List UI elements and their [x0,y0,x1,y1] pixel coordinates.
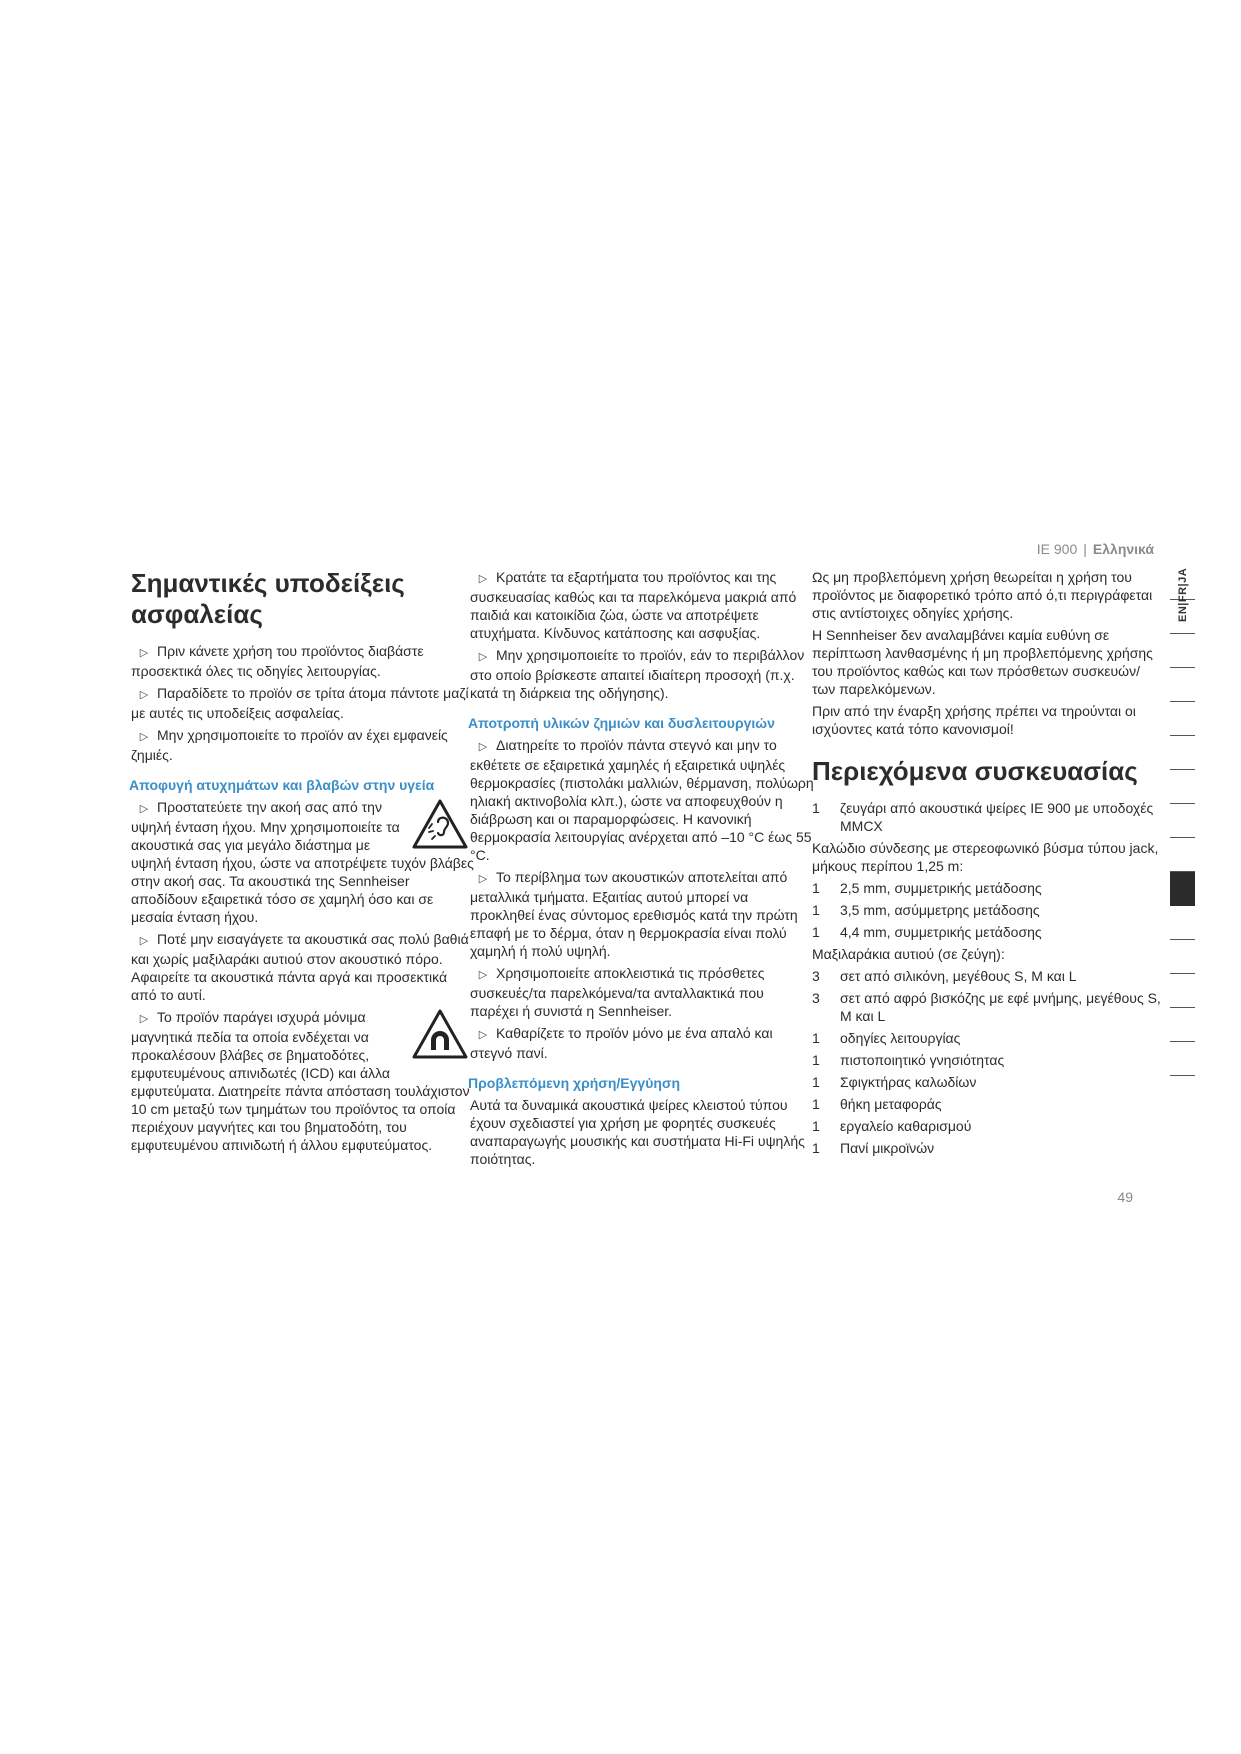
contents-item: 1 εργαλείο καθαρισμού [812,1118,972,1134]
safety-bullet: ▷ Κρατάτε τα εξαρτήματα του προϊόντος και της συσκευασίας καθώς και τα παρελκόμενα μακριά από παιδιά και κατοικίδια ζώα, ώστε να αποτρέψετε ατυχήματα. Κίνδυνος κατάποσης και ασφυξίας. [470,569,797,641]
intended-use-text: Αυτά τα δυναμικά ακουστικά ψείρες κλειστού τύπου έχουν σχεδιαστεί για χρήση με φορητές συσκευές αναπαραγωγής μουσικής και συστήματα Hi-Fi υψηλής ποιότητας. [470,1097,805,1167]
damage-bullet: ▷ Διατηρείτε το προϊόν πάντα στεγνό και μην το εκθέτετε σε εξαιρετικά χαμηλές ή εξαιρετικά υψηλές θερμοκρασίες (πιστολάκι μαλλιών, θέρμανση, πολύωρη ηλιακή ακτινοβολία κλπ.), ώστε να αποφευχθούν η διάβρωση και οι παραμορφώσεις. Η κανονική θερμοκρασία λειτουργίας ανέρχεται από –10 °C έως 55 °C. [470,737,814,863]
triangle-bullet-icon: ▷ [139,803,149,815]
contents-item: 1 3,5 mm, ασύμμετρης μετάδοσης [812,902,1040,918]
side-tab[interactable] [1170,770,1195,804]
side-tab[interactable] [1170,940,1195,974]
damage-bullet: ▷ Καθαρίζετε το προϊόν μόνο με ένα απαλό και στεγνό πανί. [470,1025,773,1061]
triangle-bullet-icon: ▷ [139,689,149,701]
section-heading-accidents: Αποφυγή ατυχημάτων και βλαβών στην υγεία [129,777,435,793]
contents-item: 3 σετ από σιλικόνη, μεγέθους S, M και L [812,968,1077,984]
hearing-warning-icon [411,798,469,850]
side-tab[interactable] [1170,668,1195,702]
damage-bullet: ▷ Το περίβλημα των ακουστικών αποτελείται από μεταλλικά τμήματα. Εξαιτίας αυτού μπορεί να προκληθεί ένας σύντομος ερεθισμός κατά την πρώτη επαφή με το δέρμα, όταν η θερμοκρασία είναι πολύ χαμηλή ή πολύ υψηλή. [470,869,798,959]
side-tab[interactable] [1170,974,1195,1008]
contents-item: 1 Πανί μικροϊνών [812,1140,935,1156]
damage-bullet: ▷ Χρησιμοποιείτε αποκλειστικά τις πρόσθετες συσκευές/τα παρελκόμενα/τα ανταλλακτικά που παρέχει ή συνιστά η Sennheiser. [470,965,765,1019]
triangle-bullet-icon: ▷ [478,873,488,885]
side-tab-active[interactable] [1170,872,1195,906]
triangle-bullet-icon: ▷ [478,651,488,663]
header-language: Ελληνικά [1092,541,1154,557]
hearing-warning: ▷ Προστατεύετε την ακοή σας από την υψηλή ένταση ήχου. Μην χρησιμοποιείτε τα ακουστικά σας για μεγάλο διάστημα με υψηλή ένταση ήχου, ώστε να αποτρέψετε τυχόν βλάβες στην ακοή σας. Τα ακουστικά της Sennheiser αποδίδουν εξαιρετικά τόσο σε χαμηλή όσο και σε μεσαία ένταση ήχου. [131,799,474,925]
magnet-warning-icon [411,1008,469,1060]
safety-bullet: ▷ Μην χρησιμοποιείτε το προϊόν, εάν το περιβάλλον στο οποίο βρίσκεστε απαιτεί ιδιαίτερη προσοχή (π.χ. κατά τη διάρκεια της οδήγησης). [470,647,805,701]
safety-bullet: ▷ Πριν κάνετε χρήση του προϊόντος διαβάστε προσεκτικά όλες τις οδηγίες λειτουργίας. [131,643,424,679]
side-tab[interactable] [1170,736,1195,770]
magnet-warning: ▷ Το προϊόν παράγει ισχυρά μόνιμα μαγνητικά πεδία τα οποία ενδέχεται να προκαλέσουν βλάβες σε βηματοδότες, εμφυτευμένους απινιδωτές (ICD) και άλλα εμφυτεύματα. Διατηρείτε πάντα απόσταση τουλάχιστον 10 cm μεταξύ των τμημάτων του προϊόντος τα οποία περιέχουν μαγνήτες και του βηματοδότη, του εμφυτευμένου απινιδωτή ή άλλου εμφυτεύματος. [131,1009,470,1153]
contents-item: 1 ζευγάρι από ακουστικά ψείρες IE 900 με υποδοχές MMCX [812,800,1154,834]
side-tab[interactable] [1170,566,1195,622]
contents-item: 1 πιστοποιητικό γνησιότητας [812,1052,1005,1068]
misuse-paragraph: Ως μη προβλεπόμενη χρήση θεωρείται η χρήση του προϊόντος με διαφορετικό τρόπο από ό,τι περιγράφεται στις αντίστοιχες οδηγίες χρήσης. [812,569,1153,621]
column-damage [470,568,815,1172]
contents-item: 1 2,5 mm, συμμετρικής μετάδοσης [812,880,1042,896]
triangle-bullet-icon: ▷ [139,731,149,743]
side-tab[interactable] [1170,702,1195,736]
page-title: Σημαντικές υποδείξεις ασφαλείας [131,568,405,629]
running-header [1037,541,1154,557]
contents-item: 1 Σφιγκτήρας καλωδίων [812,1074,977,1090]
page-number: 49 [1117,1189,1133,1205]
side-tab[interactable] [1170,1008,1195,1042]
contents-item: 3 σετ από αφρό βισκόζης με εφέ μνήμης, μεγέθους S, M και L [812,990,1161,1024]
insert-warning: ▷ Ποτέ μην εισαγάγετε τα ακουστικά σας πολύ βαθιά και χωρίς μαξιλαράκι αυτιού στον ακουστικό πόρο. Αφαιρείτε τα ακουστικά πάντα αργά και προσεκτικά από το αυτί. [131,931,469,1003]
regulations-paragraph: Πριν από την έναρξη χρήσης πρέπει να τηρούνται οι ισχύοντες κατά τόπο κανονισμοί! [812,703,1136,737]
side-tab[interactable] [1170,804,1195,838]
liability-paragraph: Η Sennheiser δεν αναλαμβάνει καμία ευθύνη σε περίπτωση λανθασμένης ή μη προβλεπόμενης χρήσης του προϊόντος καθώς και των πρόσθετων συσκευών/των παρελκόμενων. [812,627,1153,697]
side-tab[interactable] [1170,600,1195,634]
triangle-bullet-icon: ▷ [139,1013,149,1025]
side-tab[interactable] [1170,1042,1195,1076]
contents-item: 1 4,4 mm, συμμετρικής μετάδοσης [812,924,1042,940]
triangle-bullet-icon: ▷ [478,741,488,753]
side-tab[interactable] [1170,906,1195,940]
header-separator: | [1083,541,1087,557]
triangle-bullet-icon: ▷ [139,647,149,659]
side-tab[interactable] [1170,838,1195,872]
contents-title: Περιεχόμενα συσκευασίας [812,756,1138,786]
column-safety [131,568,475,1158]
section-heading-use: Προβλεπόμενη χρήση/Εγγύηση [468,1075,681,1091]
safety-bullet: ▷ Μην χρησιμοποιείτε το προϊόν αν έχει εμφανείς ζημιές. [131,727,448,763]
contents-item: 1 οδηγίες λειτουργίας [812,1030,961,1046]
cable-intro: Καλώδιο σύνδεσης με στερεοφωνικό βύσμα τύπου jack, μήκους περίπου 1,25 m: [812,840,1159,874]
header-model: IE 900 [1036,541,1078,557]
triangle-bullet-icon: ▷ [139,935,149,947]
safety-bullet: ▷ Παραδίδετε το προϊόν σε τρίτα άτομα πάντοτε μαζί με αυτές τις υποδείξεις ασφαλείας. [131,685,469,721]
section-heading-damage: Αποτροπή υλικών ζημιών και δυσλειτουργιών [468,715,775,731]
side-tab-label: EN|FR|JA [1177,567,1189,622]
side-tab[interactable] [1170,634,1195,668]
triangle-bullet-icon: ▷ [478,969,488,981]
eartips-intro: Μαξιλαράκια αυτιού (σε ζεύγη): [812,946,1005,962]
triangle-bullet-icon: ▷ [478,1029,488,1041]
column-contents [812,568,1162,1161]
contents-item: 1 θήκη μεταφοράς [812,1096,942,1112]
language-side-tabs [1170,566,1195,1076]
triangle-bullet-icon: ▷ [478,573,488,585]
